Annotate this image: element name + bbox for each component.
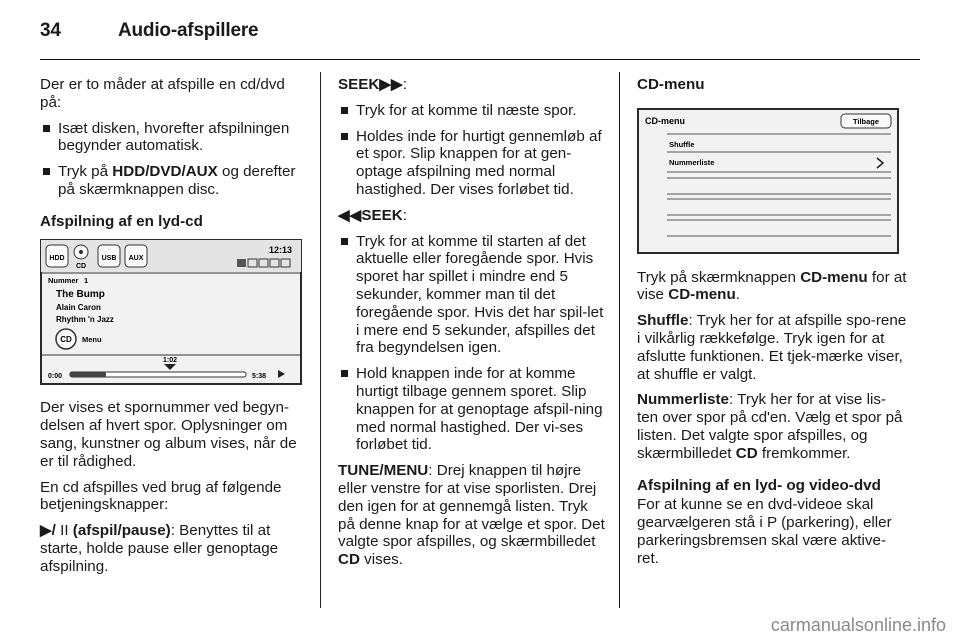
artist-name: Alain Caron [56, 302, 101, 312]
svg-text:Shuffle: Shuffle [669, 139, 695, 149]
svg-text:CD: CD [75, 262, 87, 270]
shuffle-paragraph: Shuffle: Tryk her for at afspille spo-rene i vilkårlig rækkefølge. Tryk igen for at afslutte funktionen. Et tjek-mærke viser, at shuffle er valgt. [637, 312, 907, 383]
header-rule [40, 59, 920, 60]
back-button[interactable] [841, 114, 891, 128]
song-title: The Bump [56, 288, 105, 300]
track-info-paragraph: Der vises et spornummer ved begyn-delsen af hvert spor. Oplysninger om sang, kunstner og album vises, når de er til rådighed. [40, 399, 297, 470]
clock: 12:13 [268, 244, 292, 255]
svg-text:Tilbage: Tilbage [852, 116, 880, 126]
svg-text:USB: USB [101, 254, 117, 262]
svg-text:HDD: HDD [49, 254, 65, 262]
track-label: Nummer [48, 275, 79, 285]
cd-menu-title: CD-menu [645, 115, 685, 126]
cd-menu-paragraph: Tryk på skærmknappen CD-menu for at vise CD-menu. [637, 268, 907, 304]
heading-audio-video-dvd: Afspilning af en lyd- og video-dvd [637, 476, 881, 494]
page-header [40, 20, 920, 42]
usb-button[interactable] [98, 245, 120, 267]
track-number: 1 [84, 275, 89, 285]
seek-back-bullet-2: Hold knappen inde for at komme hurtigt tilbage gennem sporet. Slip knappen for at genoptage afspil-ning med normal hastighed. Der vi-ses forløbet tid. [338, 365, 606, 454]
seek-forward-bullet-1: Tryk for at komme til næste spor. [338, 102, 606, 120]
heading-audio-cd: Afspilning af en lyd-cd [40, 212, 203, 230]
cd-player-screen [40, 239, 302, 385]
bullet-press-hdd: Tryk på HDD/DVD/AUX og derefter på skærmknappen disc. [40, 163, 306, 199]
seek-forward-heading: SEEK▶▶: [338, 76, 407, 93]
seek-back-bullet-1: Tryk for at komme til starten af det aktuelle eller foregående spor. Hvis sporet har spillet i mindre end 5 sekunder, kommer man til det foregående spor. Hvis det har spil-let i mere end 5 sekunder, afspilles det fra begyndelsen igen. [338, 233, 606, 358]
cd-player-screen-figure [40, 239, 306, 390]
svg-text:AUX: AUX [128, 254, 144, 262]
play-pause-icon: ▶/ [40, 522, 61, 540]
watermark: carmanualsonline.info [770, 615, 946, 635]
svg-text:Menu: Menu [82, 334, 102, 344]
column-divider [320, 72, 321, 608]
cd-menu-screen-figure [637, 108, 907, 259]
column-3 [637, 76, 907, 576]
controls-paragraph: En cd afspilles ved brug af følgende betjeningsknapper: [40, 478, 282, 514]
dvd-paragraph: For at kunne se en dvd-videoe skal gearvælgeren stå i P (parkering), eller parkeringsbremsen skal være aktive-ret. [637, 496, 892, 567]
cd-button[interactable] [74, 245, 88, 270]
seek-forward-bullet-2: Holdes inde for hurtigt gennemløb af et spor. Slip knappen for at gen-optage afspilning med normal hastighed. Der vises forløbet tid. [338, 128, 606, 199]
column-divider [619, 72, 620, 608]
svg-text:Nummerliste: Nummerliste [669, 157, 715, 167]
hdd-button[interactable] [46, 245, 68, 267]
heading-cd-menu: CD-menu [637, 76, 705, 93]
play-pause-paragraph: ▶/ II (afspil/pause): Benyttes til at starte, holde pause eller genoptage afspilning. [40, 522, 279, 575]
intro-paragraph: Der er to måder at afspille en cd/dvd på: [40, 76, 285, 111]
svg-text:CD: CD [60, 334, 72, 344]
position-time: 1:02 [162, 356, 178, 364]
start-time: 0:00 [48, 372, 63, 380]
end-time: 5:38 [252, 372, 267, 380]
seek-back-heading: ◀◀SEEK: [338, 206, 407, 224]
column-2 [338, 76, 606, 577]
tune-menu-paragraph: TUNE/MENU: Drej knappen til højre eller venstre for at vise sporlisten. Drej den igen for at gennemgå listen. Tryk på denne knap for at vælge et spor. Det valgte spor afspilles, og skærmbilledet CD vises. [338, 462, 605, 569]
progress-fill [70, 372, 106, 377]
page-number: 34 [40, 20, 61, 41]
album-name: Rhythm 'n Jazz [56, 314, 114, 324]
column-1 [40, 76, 306, 584]
aux-button[interactable] [125, 245, 147, 267]
page-title: Audio-afspillere [118, 20, 259, 41]
cd-menu-screen [637, 108, 899, 254]
bullet-insert-disc: Isæt disken, hvorefter afspilningen begynder automatisk. [40, 120, 306, 156]
track-list-paragraph: Nummerliste: Tryk her for at vise lis-ten over spor på cd'en. Vælg et spor på listen. Det valgte spor afspilles, og skærmbilledet CD fremkommer. [637, 391, 903, 462]
